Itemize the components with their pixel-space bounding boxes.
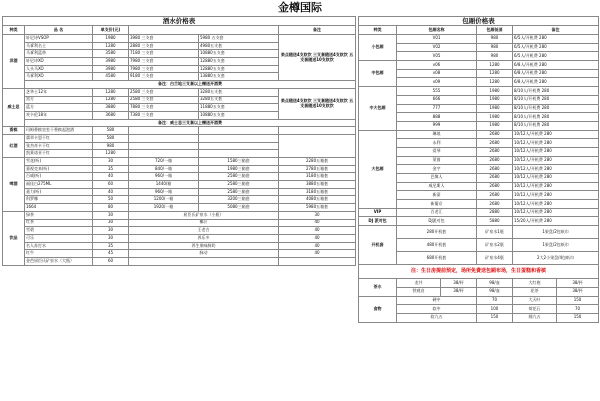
item-set-three: 2580三箱套	[199, 188, 279, 196]
item-name: 百威(听)	[25, 173, 93, 181]
col-header-room: 包厢名称	[397, 26, 477, 35]
item-case: 960/一箱	[129, 173, 199, 181]
item-set-three	[129, 150, 199, 158]
table-row	[359, 35, 599, 44]
section-footnote: 备注：白兰地三支套以上赠送开酒费	[25, 81, 356, 89]
room-name: v09	[397, 78, 477, 87]
room-minimum: 980	[477, 35, 513, 44]
room-note: 6/8人/开机费 280	[513, 78, 599, 87]
item-price-2: 40	[279, 227, 356, 235]
item-set-five	[199, 142, 279, 150]
col-header-note: 备注	[279, 26, 356, 35]
item-price: 3880	[93, 104, 129, 112]
item-name: 红牛	[25, 250, 93, 258]
item-price-2: 40	[279, 250, 356, 258]
room-note: 10/12人/开机费 280	[513, 130, 599, 139]
room-minimum: 1280	[477, 78, 513, 87]
tea-cell: 98/壶	[477, 287, 513, 296]
category-label: 红酒	[3, 134, 25, 157]
col-header-category: 种类	[3, 26, 25, 35]
room-name: 莱茵	[397, 156, 477, 165]
room-note: 10/12人/开机费 280	[513, 174, 599, 183]
item-price: 40	[93, 188, 129, 196]
snack-name: 硬中	[397, 296, 477, 305]
item-name: 玛姆香槟皇室干香槟起泡酒	[25, 127, 93, 135]
kaiji-name: 480开机套	[397, 239, 477, 252]
item-price: 3980	[93, 58, 129, 66]
snack-name: 软九五	[397, 313, 477, 322]
item-price: 1280	[93, 42, 129, 50]
table-row	[359, 279, 599, 288]
set-note: 果点随送4支软饮 三支套随送4支软饮 五支套随送10支软饮	[279, 35, 356, 81]
kaiji-extra: 1果盘/2包纸巾	[513, 239, 599, 252]
table-row	[3, 119, 356, 127]
room-minimum: 5880	[477, 217, 513, 226]
item-set-three: 2580 三支套	[129, 88, 199, 96]
item-set-five: 12880五支套	[199, 65, 279, 73]
item-set-five: 2280五箱套	[279, 158, 356, 166]
room-name: 888	[397, 113, 477, 122]
room-name: 999	[397, 121, 477, 130]
item-name-2: 养生果味鲜奶	[129, 242, 279, 250]
item-name: 可乐	[25, 234, 93, 242]
tea-cell: 38/杯	[557, 287, 599, 296]
table-row	[3, 26, 356, 35]
item-price-2: 40	[279, 242, 356, 250]
drinks-header: 酒水价格表	[3, 17, 356, 26]
table-row	[3, 181, 356, 189]
item-name: 红茶	[25, 219, 93, 227]
snack-name-2: 细九五	[513, 313, 557, 322]
item-set-three: 7980 三支套	[129, 58, 199, 66]
item-set-three: 2580 三支套	[129, 96, 199, 104]
room-name: DJ派对包	[397, 217, 477, 226]
room-minimum: 2680	[477, 156, 513, 165]
table-row	[3, 158, 356, 166]
item-price: 30	[93, 158, 129, 166]
item-set-three: 7380 三支套	[129, 111, 199, 119]
col-header-empty	[129, 26, 279, 35]
table-row	[3, 35, 356, 43]
room-category-label: VIP	[359, 208, 397, 217]
item-name: 黑方	[25, 96, 93, 104]
item-set-three: 1580三箱套	[199, 158, 279, 166]
item-price: 3580	[93, 50, 129, 58]
item-price: 35	[93, 165, 129, 173]
room-name: V01	[397, 35, 477, 44]
table-row	[359, 208, 599, 217]
room-name: 金字	[397, 165, 477, 174]
item-name-2: 脉动	[129, 250, 279, 258]
room-price-table	[358, 16, 599, 323]
item-name: 福佳白275ML	[25, 181, 93, 189]
item-name: 蓝方	[25, 104, 93, 112]
table-row	[3, 127, 356, 135]
table-row	[3, 227, 356, 235]
item-case: 1920/一箱	[129, 204, 199, 212]
page-title: 金樽国际	[278, 1, 322, 14]
item-price: 45	[93, 250, 129, 258]
table-row	[3, 17, 356, 26]
item-set-five	[199, 127, 279, 135]
room-note: 6/5人/开机费 280	[513, 35, 599, 44]
item-name: 金芭屈臣氏矿泉水（大瓶）	[25, 257, 93, 265]
set-note: 果点随送4支软饮 三支套随送4支软饮 五支套随送10支软饮	[279, 88, 356, 119]
col-header-price: 单支价(元)	[93, 26, 129, 35]
item-set-five: 13880五支套	[199, 73, 279, 81]
room-minimum: 980	[477, 52, 513, 61]
table-row	[3, 257, 356, 265]
item-set-five: 4080五箱套	[279, 196, 356, 204]
item-price-2: 40	[279, 234, 356, 242]
item-set-five: 3280五支套	[199, 96, 279, 104]
room-minimum: 1980	[477, 121, 513, 130]
item-name-2: 王老吉	[129, 227, 279, 235]
item-set-three	[129, 142, 199, 150]
room-name: 555	[397, 87, 477, 96]
col-header-name: 品 名	[25, 26, 93, 35]
category-label: 威士忌	[3, 88, 25, 126]
item-set-three: 9180 三支套	[129, 73, 199, 81]
item-note	[279, 127, 356, 135]
item-name: 科罗娜	[25, 196, 93, 204]
item-set-five: 3880五箱套	[279, 181, 356, 189]
col-header-minimum: 包厢低消	[477, 26, 513, 35]
snack-price: 100	[477, 305, 513, 314]
room-category-label: 小包厢	[359, 35, 397, 61]
table-row	[3, 134, 356, 142]
room-minimum: 1280	[477, 61, 513, 70]
item-name-2: 椰汁	[129, 219, 279, 227]
room-minimum: 2680	[477, 165, 513, 174]
snack-price: 150	[477, 313, 513, 322]
item-set-five: 10880五支套	[199, 111, 279, 119]
table-row	[359, 87, 599, 96]
tea-cell: 98/壶	[477, 279, 513, 288]
snack-name: 软中	[397, 305, 477, 314]
item-case: 720/一箱	[129, 158, 199, 166]
item-price: 3980	[93, 65, 129, 73]
room-name: v08	[397, 69, 477, 78]
item-name: 1664	[25, 204, 93, 212]
item-set-three: 2580三箱套	[199, 173, 279, 181]
item-case: 1200/一箱	[129, 196, 199, 204]
item-set-five	[199, 134, 279, 142]
item-set-three	[129, 134, 199, 142]
table-row	[3, 234, 356, 242]
item-price: 30	[93, 211, 129, 219]
item-name: 雪碧	[25, 227, 93, 235]
room-note: 8/10人/开机费 280	[513, 113, 599, 122]
item-price: 580	[93, 134, 129, 142]
room-name: V02	[397, 43, 477, 52]
item-name: 嘉视克来(听)	[25, 165, 93, 173]
item-name-2: 屈臣氏矿泉水（小瓶）	[129, 211, 279, 219]
table-row	[3, 219, 356, 227]
table-row	[359, 296, 599, 305]
table-row	[359, 226, 599, 239]
room-note: 6/8人/开机费 280	[513, 69, 599, 78]
item-price: 1280	[93, 150, 129, 158]
room-note: 10/12人/开机费 280	[513, 191, 599, 200]
room-minimum: 2880	[477, 208, 513, 217]
kaiji-water: 矿泉水1瓶	[477, 226, 513, 239]
room-name: 威尼斯人	[397, 182, 477, 191]
room-minimum: 1280	[477, 69, 513, 78]
room-note: 6/8人/开机费 280	[513, 61, 599, 70]
category-label: 洋酒	[3, 35, 25, 89]
item-price-2: 40	[279, 219, 356, 227]
snack-name-2: 荷花石	[513, 305, 557, 314]
room-name: 爱琴	[397, 147, 477, 156]
room-name: 新葡京	[397, 200, 477, 209]
kaiji-extra: 2大2小果盘/4包纸巾	[513, 252, 599, 265]
item-name: 芝华士12年	[25, 88, 93, 96]
kaiji-name: 680开机套	[397, 252, 477, 265]
item-set-three: 3980 三支套	[129, 35, 199, 43]
item-price: 35	[93, 242, 129, 250]
room-category-label: 大包厢	[359, 130, 397, 208]
room-minimum: 2680	[477, 130, 513, 139]
item-price: 3680	[93, 111, 129, 119]
item-name: 雪花(听)	[25, 158, 93, 166]
item-set-five: 11880五支套	[199, 104, 279, 112]
room-minimum: 1980	[477, 113, 513, 122]
room-note: 10/12人/开机费 280	[513, 147, 599, 156]
item-price: 40	[93, 173, 129, 181]
room-name: V05	[397, 52, 477, 61]
room-note: 15/20人/开机费 280	[513, 217, 599, 226]
room-name: 百老汇	[397, 208, 477, 217]
item-case: 1440/箱	[129, 181, 199, 189]
item-set-five: 5980五箱套	[279, 204, 356, 212]
room-note: 8/10人/开机费 280	[513, 87, 599, 96]
room-note: 6/5人/开机费 280	[513, 43, 599, 52]
table-row	[3, 196, 356, 204]
item-set-three: 3200三箱套	[199, 196, 279, 204]
item-set-three: 7880 三支套	[129, 104, 199, 112]
table-row	[3, 188, 356, 196]
tea-cell: 38/杯	[557, 279, 599, 288]
item-case: 960/一箱	[129, 188, 199, 196]
room-minimum: 2680	[477, 182, 513, 191]
tea-cell: 铁观音	[397, 287, 441, 296]
section-footnote: 备注：威士忌三支套以上赠送开酒费	[25, 119, 356, 127]
table-row	[359, 265, 599, 279]
drinks-price-table	[2, 16, 356, 266]
room-name: 琳琅	[397, 130, 477, 139]
item-set-five: 12880五支套	[199, 58, 279, 66]
item-set-three: 1980三箱套	[199, 165, 279, 173]
item-set-three	[129, 127, 199, 135]
item-set-three: 2580三箱套	[199, 181, 279, 189]
table-row	[359, 130, 599, 139]
room-category-label: DJ 派对包	[359, 217, 397, 226]
kaiji-name: 280开机套	[397, 226, 477, 239]
kaiji-water: 矿泉水2瓶	[477, 239, 513, 252]
room-name: 777	[397, 104, 477, 113]
table-row	[3, 242, 356, 250]
table-row	[359, 26, 599, 35]
snack-price: 70	[477, 296, 513, 305]
item-name: 轩尼诗XO	[25, 58, 93, 66]
room-note: 10/12人/开机费 280	[513, 139, 599, 148]
item-case: 840/一箱	[129, 165, 199, 173]
table-row	[3, 211, 356, 219]
item-price: 580	[93, 127, 129, 135]
item-price: 60	[93, 181, 129, 189]
item-name: 嘉力(听)	[25, 188, 93, 196]
room-note: 10/12人/开机费 280	[513, 182, 599, 191]
table-row	[3, 204, 356, 212]
item-price: 4580	[93, 73, 129, 81]
kaiji-water: 矿泉水4瓶	[477, 252, 513, 265]
room-minimum: 1980	[477, 95, 513, 104]
item-set-five: 3180五箱套	[279, 188, 356, 196]
snack-price-2: 70	[557, 305, 599, 314]
table-row	[3, 250, 356, 258]
item-set-three: 2880 三支套	[129, 42, 199, 50]
item-name: 轩尼诗VSOP	[25, 35, 93, 43]
snack-category-label: 食物	[359, 296, 397, 322]
room-name: 巴黎人	[397, 174, 477, 183]
item-set-three: 5080三箱套	[199, 204, 279, 212]
tea-cell: 大红袍	[513, 279, 557, 288]
item-name: 马爹利名士	[25, 42, 93, 50]
col-header-category: 种类	[359, 26, 397, 35]
room-name: 666	[397, 95, 477, 104]
item-name: 绿茶	[25, 211, 93, 219]
item-set-five: 2780五箱套	[279, 165, 356, 173]
item-set-three: 7180 三支套	[129, 50, 199, 58]
room-note: 10/12人/开机费 280	[513, 200, 599, 209]
table-row	[359, 17, 599, 26]
room-name: 新濠	[397, 191, 477, 200]
item-price: 1280	[93, 96, 129, 104]
item-price: 50	[93, 196, 129, 204]
tea-cell: 花茶	[513, 287, 557, 296]
room-minimum: 2680	[477, 147, 513, 156]
room-note: 6/5人/开机费 280	[513, 52, 599, 61]
category-label: 饮品	[3, 211, 25, 265]
room-minimum: 2680	[477, 139, 513, 148]
tea-cell: 龙井	[397, 279, 441, 288]
room-note: 10/12人/开机费 280	[513, 165, 599, 174]
item-set-five: 5980 五支套	[199, 35, 279, 43]
table-row	[3, 173, 356, 181]
room-minimum: 1980	[477, 104, 513, 113]
item-name: 人头马XO	[25, 65, 93, 73]
category-label: 啤酒	[3, 158, 25, 212]
item-name: 名人苏打水	[25, 242, 93, 250]
tea-category-label: 茶水	[359, 279, 397, 296]
table-row	[359, 61, 599, 70]
birthday-notice: 注：生日房提前预定，场所免费送包厢布场，生日蛋糕和香槟	[359, 265, 599, 279]
item-price: 80	[93, 204, 129, 212]
item-set-five	[199, 150, 279, 158]
item-name: 马爹利蓝带	[25, 50, 93, 58]
item-name: 麦卡伦18年	[25, 111, 93, 119]
table-row	[3, 165, 356, 173]
table-row	[359, 217, 599, 226]
room-note: 8/10人/开机费 280	[513, 95, 599, 104]
category-label: 香槟	[3, 127, 25, 135]
item-price: 1280	[93, 88, 129, 96]
item-price: 30	[93, 227, 129, 235]
kaiji-extra: 1果盘/2包纸巾	[513, 226, 599, 239]
item-name: 马爹利XO	[25, 73, 93, 81]
item-price: 1980	[93, 35, 129, 43]
room-note: 10/12人/开机费 280	[513, 208, 599, 217]
room-minimum: 980	[477, 43, 513, 52]
room-note: 8/10人/开机费 280	[513, 104, 599, 113]
item-name: 张杰奇卡干红	[25, 142, 93, 150]
room-note: 8/10人/开机费 280	[513, 121, 599, 130]
room-category-label: 中包厢	[359, 61, 397, 87]
room-name: 永利	[397, 139, 477, 148]
table-row	[3, 81, 356, 89]
item-name: 凯莱诺亚干红	[25, 150, 93, 158]
item-price: 30	[93, 234, 129, 242]
table-row	[3, 88, 356, 96]
item-name: 翡翠卡恩干红	[25, 134, 93, 142]
tea-cell: 38/杯	[441, 287, 477, 296]
room-minimum: 1980	[477, 87, 513, 96]
col-header-note: 备注	[513, 26, 599, 35]
item-price: 60	[93, 257, 129, 265]
snack-name-2: 大天叶	[513, 296, 557, 305]
room-minimum: 2680	[477, 191, 513, 200]
tea-cell: 38/杯	[441, 279, 477, 288]
room-minimum: 2680	[477, 200, 513, 209]
item-set-five: 3280五支套	[199, 88, 279, 96]
room-note: 10/12人/开机费 280	[513, 156, 599, 165]
rooms-header: 包厢价格表	[359, 17, 599, 26]
item-name-2	[129, 257, 279, 265]
snack-price-2: 150	[557, 313, 599, 322]
room-minimum: 2680	[477, 174, 513, 183]
item-price-2	[279, 257, 356, 265]
item-price: 980	[93, 142, 129, 150]
item-name-2: 养乐多	[129, 234, 279, 242]
item-set-five: 4980五支套	[199, 42, 279, 50]
snack-price-2: 150	[557, 296, 599, 305]
item-set-five: 3180五箱套	[279, 173, 356, 181]
item-price-2: 30	[279, 211, 356, 219]
set-note	[279, 134, 356, 157]
kaiji-category-label: 开机套	[359, 226, 397, 265]
item-set-three: 7980 三支套	[129, 65, 199, 73]
item-set-five: 10880五支套	[199, 50, 279, 58]
room-name: v06	[397, 61, 477, 70]
item-price: 30	[93, 219, 129, 227]
room-category-label: 中大包厢	[359, 87, 397, 130]
